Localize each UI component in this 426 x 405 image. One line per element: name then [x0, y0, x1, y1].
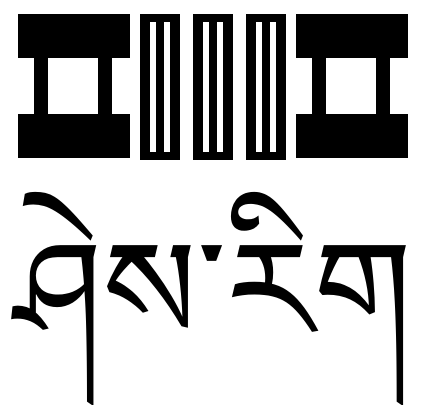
emblem-left-frame — [18, 14, 130, 158]
center-bar-1-core — [156, 22, 164, 152]
left-frame-left-post — [34, 58, 48, 114]
logo-emblem — [0, 0, 426, 170]
right-frame-bottom-bar — [296, 114, 408, 158]
tibetan-wordmark-text: ཤེས་རིག — [13, 211, 413, 374]
right-frame-right-post — [376, 58, 390, 114]
emblem-center-bars — [140, 14, 286, 160]
left-frame-bottom-bar — [18, 114, 130, 158]
emblem-right-frame — [296, 14, 408, 158]
center-bar-3-core — [262, 22, 270, 152]
center-bar-2-core — [209, 22, 217, 152]
right-frame-top-bar — [296, 14, 408, 58]
left-frame-right-post — [98, 58, 112, 114]
logo-wordmark — [0, 180, 426, 405]
left-frame-top-bar — [18, 14, 130, 58]
right-frame-left-post — [312, 58, 326, 114]
emblem-graphic — [0, 0, 426, 170]
